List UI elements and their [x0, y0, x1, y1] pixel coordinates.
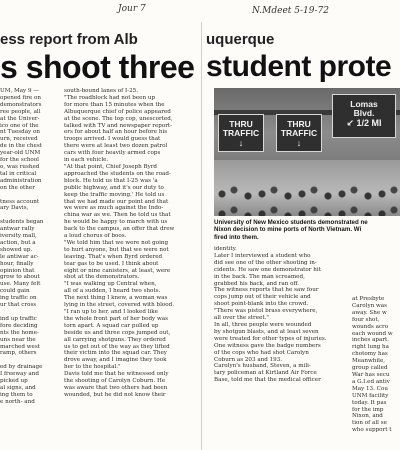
highway-sign-thru-traffic-1: THRU TRAFFIC ↓: [218, 114, 264, 152]
right-kicker: uquerque: [206, 32, 275, 48]
exit-arrow-icon: ↙ 1/2 MI: [346, 118, 382, 128]
handwritten-date: N.Mdeet 5-19-72: [252, 6, 329, 16]
left-column-1: UM, May 9 — opened fire on demonstrators ree people, all at the Univer- ico one of the nt Tuesday on urn, received de in the chest year-old UNM for the school o, was rushed tal in critical administration on the other tness account ary Davis, students began antwar rally iversity mall, action, but a showed up. le antiwar ac- hour, finally opinion that grow to about use. Many felt could gain ing traffic on ur that cross ind up traffic fore deciding nts the home- uns near the marched west ramp, others ed by drainage I freeway and picked up al signs, and ing them to e north- and: [0, 88, 44, 405]
protest-photo: [214, 88, 400, 216]
handwritten-note: Jour 7: [118, 4, 146, 14]
clipping-divider: [201, 22, 202, 450]
down-arrow-icon: ↓: [238, 138, 244, 148]
down-arrow-icon: ↓: [296, 138, 302, 148]
highway-sign-lomas-blvd: Lomas Blvd. ↙ 1/2 MI: [332, 94, 396, 138]
demonstrator-crowd: [214, 184, 400, 216]
right-column-2: at Presbyte Carolyn was away. She w four shot, wounds acro each wound w inches apart. right lung ha chotomy has Meanwhile, group called War has secu a G.I.ed antiv May 13. Cou UNM facility today. It pas for the imp Nixon, and tion of all se who support t: [352, 296, 393, 434]
photo-caption: University of New Mexico students demonstrated ne Nixon decision to mine ports of North Vietnam. Wi fired into them.: [214, 219, 368, 241]
highway-sign-thru-traffic-2: THRU TRAFFIC ↓: [276, 114, 322, 152]
left-headline: s shoot three: [0, 50, 195, 84]
right-clipping: [206, 0, 400, 450]
left-column-2: south-bound lanes of I-25. "The roadblock had not been up for more than 15 minutes when the Albuquerque chief of police appeared at the scene. The top cop, unescorted, talked with TV and newspaper report- ers for about half an hour before his troops arrived. I would guess that there were at least two dozen patrol cars with four heavily armed cops in each vehicle. "At that point, Chief Joseph Byrd approached the students on the road- block. He told us that I-25 was 'a public highway, and it's our duty to keep the traffic moving.' He told us that we had made our point and that we were as much against the Indo- china war as we. Then he told us that he would be happy to march with us back to the campus, an offer that drew a loud chorus of boos. "We told him that we were not going to hurt anyone, but that we were not leaving. That's when Byrd ordered tear gas to be used. I think about eight or nine canisters, at least, were shot at the demonstrators. "I was walking up Central when, all of a sudden, I heard two shots. The next thing I knew, a woman was lying in the street, covered with blood. "I ran up to her, and I looked like the whole front part of her body was torn apart. A squad car pulled up beside us and three cops jumped out, all carrying shotguns. They ordered us to get out of the way as they lifted their victim into the squad car. They drove away, and I imagine they took her to the hospital." Davis told me that he witnessed only the shooting of Carolyn Coburn. He was aware that two others had been wounded, but he did not know their: [64, 88, 175, 398]
right-headline: student prote: [206, 50, 392, 83]
left-kicker: ess report from Alb: [0, 32, 138, 48]
right-column-1: identity. Later I interviewed a student who did see one of the other shooting in- cidents. He saw one demonstrator hit in the back. The man screamed, grabbed his back, and ran off. The witness reports that he saw four cops jump out of their vehicle and shoot point-blank into the crowd. "There was pistol brass everywhere, all over the street." In all, three people were wounded by shotgun blasts, and at least seven were treated for other types of injuries. One witness gave the badge numbers of the cops who had shot Carolyn Coburn as 203 and 193. Carolyn's husband, Steven, a mili- tary policeman at Kirtland Air Force Base, told me that the medical officer: [214, 246, 327, 384]
